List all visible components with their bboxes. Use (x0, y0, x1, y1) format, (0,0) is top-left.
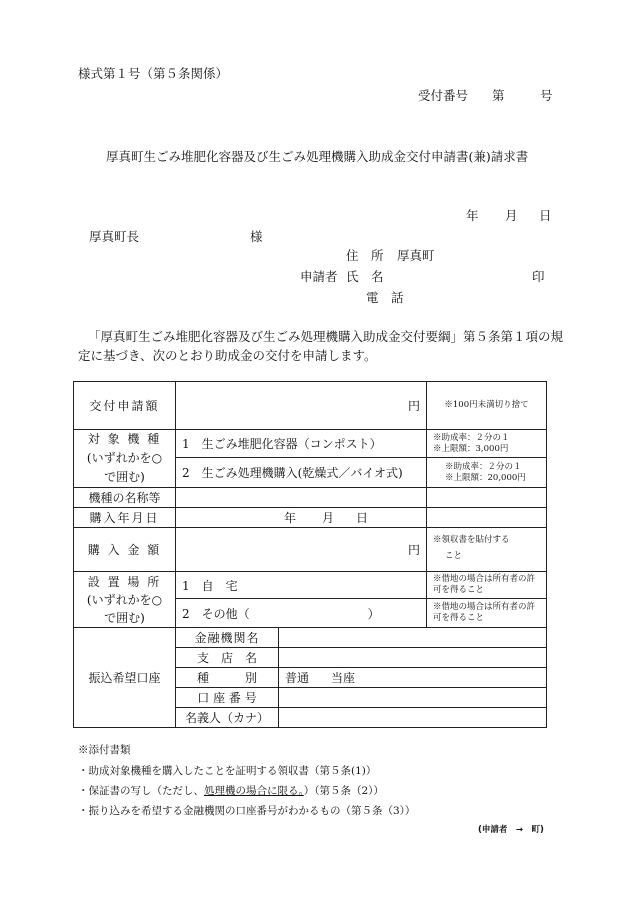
bank-row-1 (74, 628, 547, 648)
place-row-1 (74, 572, 547, 599)
price-note: ※領収書を貼付する こと (427, 528, 547, 572)
target-option-processor[interactable]: 2 生ごみ処理機購入(乾燥式／バイオ式) (176, 458, 427, 488)
place-option-home[interactable]: 1 自 宅 (176, 572, 427, 599)
model-note-cell (427, 488, 547, 508)
applicant-label: 申請者 (300, 269, 338, 284)
target-option-compost[interactable]: 1 生ごみ堆肥化容器（コンポスト） (176, 430, 427, 458)
target-row-1 (74, 430, 547, 458)
price-field[interactable] (176, 528, 427, 572)
name-label: 氏 名 (346, 269, 384, 284)
date-year: 年 (466, 208, 479, 223)
purchase-date-note-cell (427, 508, 547, 528)
intro-line-2: 定に基づき、次のとおり助成金の交付を申請します。 (78, 348, 377, 363)
phone-label: 電 話 (366, 290, 404, 305)
holder-field[interactable] (279, 708, 547, 728)
address-label: 住 所 (346, 248, 384, 263)
account-number-field[interactable] (279, 688, 547, 708)
form-number: 様式第１号（第５条関係） (78, 66, 229, 81)
price-label: 購 入 金 額 (74, 528, 176, 572)
address-value: 厚真町 (397, 248, 435, 263)
bank-name-label: 金融機関名 (176, 628, 279, 648)
place-option-other[interactable]: 2 その他（ ） (176, 599, 427, 628)
date-day: 日 (539, 208, 552, 223)
amount-note: ※100円未満切り捨て (427, 382, 547, 430)
purchase-date-label: 購入年月日 (74, 508, 176, 528)
amount-yen: 円 (408, 399, 421, 413)
branch-field[interactable] (279, 648, 547, 668)
option2-note: ※助成率：２分の１ ※上限額：20,000円 (427, 458, 547, 488)
sama-label: 様 (250, 229, 263, 244)
reception-dai: 第 (492, 88, 505, 103)
kind-touza[interactable]: 当座 (331, 671, 356, 685)
mayor-label: 厚真町長 (89, 229, 140, 244)
option1-note: ※助成率：２分の１ ※上限額：3,000円 (427, 430, 547, 458)
kind-field[interactable] (279, 668, 547, 688)
place2-note: ※借地の場合は所有者の許可を得ること (427, 599, 547, 628)
attachment-item-3: ・振り込みを希望する金融機関の口座番号がわかるもの（第５条（3）） (78, 805, 416, 817)
application-table (73, 381, 547, 728)
attachments-title: ※添付書類 (78, 744, 131, 756)
price-row (74, 528, 547, 572)
kind-futsuu[interactable]: 普通 (285, 671, 310, 685)
reception-gou: 号 (540, 88, 553, 103)
holder-label: 名義人（カナ） (176, 708, 279, 728)
amount-row (74, 382, 547, 430)
amount-label: 交付申請額 (74, 382, 176, 430)
reception-label: 受付番号 (418, 88, 469, 103)
model-field[interactable] (176, 488, 427, 508)
attachment-item-1: ・助成対象機種を購入したことを証明する領収書（第５条(1)） (78, 765, 377, 777)
place1-note: ※借地の場合は所有者の許可を得ること (427, 572, 547, 599)
kind-label: 種 別 (176, 668, 279, 688)
purchase-date-field[interactable]: 年 月 日 (176, 508, 427, 528)
place-label: 設 置 場 所 (いずれかを○ で囲む) (74, 572, 176, 628)
bank-name-field[interactable] (279, 628, 547, 648)
price-yen: 円 (408, 543, 421, 557)
routing-footer: (申請者 → 町) (478, 825, 544, 835)
model-label: 機種の名称等 (74, 488, 176, 508)
model-row (74, 488, 547, 508)
seal-mark: 印 (532, 269, 545, 284)
purchase-date-row (74, 508, 547, 528)
intro-line-1: 「厚真町生ごみ堆肥化容器及び生ごみ処理機購入助成金交付要綱」第５条第１項の規 (88, 329, 564, 344)
bank-label: 振込希望口座 (74, 628, 176, 728)
date-month: 月 (505, 208, 518, 223)
amount-field[interactable] (176, 382, 427, 430)
document-title: 厚真町生ごみ堆肥化容器及び生ごみ処理機購入助成金交付申請書(兼)請求書 (106, 149, 529, 164)
target-label: 対 象 機 種 (いずれかを○ で囲む) (74, 430, 176, 488)
account-number-label: 口 座 番 号 (176, 688, 279, 708)
branch-label: 支 店 名 (176, 648, 279, 668)
attachment-item-2: ・保証書の写し（ただし、処理機の場合に限る。）（第５条（2）） (78, 785, 384, 797)
